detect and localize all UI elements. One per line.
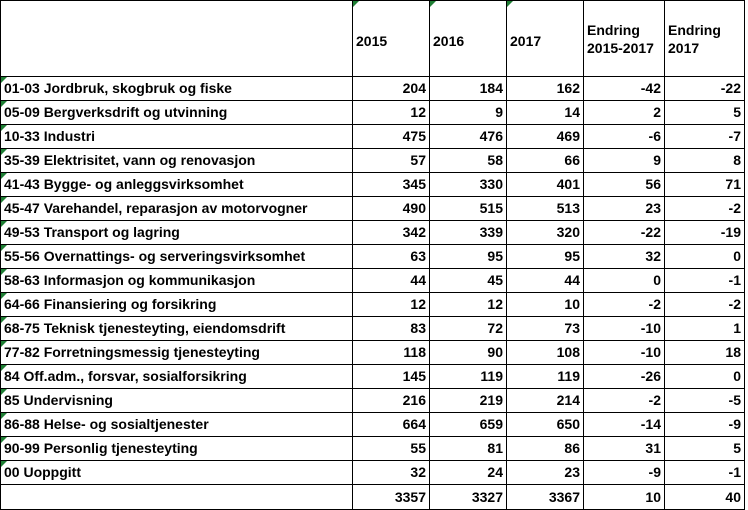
change-2017-cell[interactable]: 8 [665, 149, 745, 173]
value-2017-cell[interactable]: 23 [507, 461, 584, 485]
value-2017-cell[interactable]: 86 [507, 437, 584, 461]
industry-label-cell[interactable]: 58-63 Informasjon og kommunikasjon [1, 269, 353, 293]
change-2015-2017-cell[interactable]: -10 [584, 341, 665, 365]
value-2016-cell[interactable]: 9 [430, 101, 507, 125]
change-2015-2017-cell[interactable]: -10 [584, 317, 665, 341]
change-2017-cell[interactable]: -5 [665, 389, 745, 413]
table-row [1, 365, 745, 389]
value-2016-cell[interactable]: 72 [430, 317, 507, 341]
industry-label-cell[interactable]: 85 Undervisning [1, 389, 353, 413]
change-2015-2017-cell[interactable]: 2 [584, 101, 665, 125]
change-2017-cell[interactable]: 71 [665, 173, 745, 197]
change-2017-cell[interactable]: 5 [665, 101, 745, 125]
change-2015-2017-cell[interactable]: 31 [584, 437, 665, 461]
table-row [1, 317, 745, 341]
value-2016-cell[interactable]: 45 [430, 269, 507, 293]
change-2017-cell[interactable]: -2 [665, 197, 745, 221]
industry-label-cell[interactable]: 90-99 Personlig tjenesteyting [1, 437, 353, 461]
change-2015-2017-cell[interactable]: 23 [584, 197, 665, 221]
change-2017-cell[interactable]: -1 [665, 461, 745, 485]
table-row [1, 77, 745, 101]
value-2016-cell[interactable]: 339 [430, 221, 507, 245]
table-row [1, 197, 745, 221]
table-row [1, 341, 745, 365]
value-2015-cell[interactable]: 12 [353, 293, 430, 317]
header-change-2017[interactable]: Endring 2017 [665, 1, 745, 77]
value-2016-cell[interactable]: 515 [430, 197, 507, 221]
change-2015-2017-cell[interactable]: -14 [584, 413, 665, 437]
table-row [1, 221, 745, 245]
header-2017[interactable]: 2017 [507, 1, 584, 77]
change-2015-2017-cell[interactable]: -9 [584, 461, 665, 485]
value-2017-cell[interactable]: 66 [507, 149, 584, 173]
header-2015[interactable]: 2015 [353, 1, 430, 77]
value-2016-cell[interactable]: 659 [430, 413, 507, 437]
table-row [1, 437, 745, 461]
value-2016-cell[interactable]: 12 [430, 293, 507, 317]
change-2015-2017-cell[interactable]: 56 [584, 173, 665, 197]
value-2016-cell[interactable]: 184 [430, 77, 507, 101]
total-value-2017-cell[interactable]: 3367 [507, 485, 584, 510]
table-row [1, 389, 745, 413]
industry-label-cell[interactable]: 55-56 Overnattings- og serveringsvirksomhet [1, 245, 353, 269]
value-2015-cell[interactable]: 490 [353, 197, 430, 221]
value-2016-cell[interactable]: 90 [430, 341, 507, 365]
table-row [1, 125, 745, 149]
table-row [1, 293, 745, 317]
total-change-2015-2017-cell[interactable]: 10 [584, 485, 665, 510]
value-2017-cell[interactable]: 650 [507, 413, 584, 437]
value-2017-cell[interactable]: 73 [507, 317, 584, 341]
change-2017-cell[interactable]: -2 [665, 293, 745, 317]
industry-label-cell[interactable]: 45-47 Varehandel, reparasjon av motorvogner [1, 197, 353, 221]
value-2015-cell[interactable]: 12 [353, 101, 430, 125]
value-2015-cell[interactable]: 664 [353, 413, 430, 437]
value-2017-cell[interactable]: 10 [507, 293, 584, 317]
table-row [1, 413, 745, 437]
value-2015-cell[interactable]: 55 [353, 437, 430, 461]
change-2017-cell[interactable]: 18 [665, 341, 745, 365]
value-2017-cell[interactable]: 214 [507, 389, 584, 413]
value-2016-cell[interactable]: 24 [430, 461, 507, 485]
table-row [1, 173, 745, 197]
change-2017-cell[interactable]: -9 [665, 413, 745, 437]
value-2016-cell[interactable]: 330 [430, 173, 507, 197]
table-row [1, 101, 745, 125]
value-2016-cell[interactable]: 119 [430, 365, 507, 389]
industry-label-cell[interactable]: 01-03 Jordbruk, skogbruk og fiske [1, 77, 353, 101]
change-2017-cell[interactable]: -7 [665, 125, 745, 149]
industry-label-cell[interactable]: 00 Uoppgitt [1, 461, 353, 485]
value-2015-cell[interactable]: 44 [353, 269, 430, 293]
value-2015-cell[interactable]: 204 [353, 77, 430, 101]
value-2017-cell[interactable]: 14 [507, 101, 584, 125]
change-2017-cell[interactable]: 5 [665, 437, 745, 461]
value-2017-cell[interactable]: 95 [507, 245, 584, 269]
industry-label-cell[interactable]: 68-75 Teknisk tjenesteyting, eiendomsdrift [1, 317, 353, 341]
industry-label-cell[interactable]: 35-39 Elektrisitet, vann og renovasjon [1, 149, 353, 173]
value-2015-cell[interactable]: 145 [353, 365, 430, 389]
industry-label-cell[interactable]: 64-66 Finansiering og forsikring [1, 293, 353, 317]
value-2016-cell[interactable]: 219 [430, 389, 507, 413]
industry-label-cell[interactable]: 84 Off.adm., forsvar, sosialforsikring [1, 365, 353, 389]
change-2015-2017-cell[interactable]: 0 [584, 269, 665, 293]
header-2016[interactable]: 2016 [430, 1, 507, 77]
change-2015-2017-cell[interactable]: -22 [584, 221, 665, 245]
value-2016-cell[interactable]: 476 [430, 125, 507, 149]
change-2015-2017-cell[interactable]: -2 [584, 389, 665, 413]
industry-label-cell[interactable]: 77-82 Forretningsmessig tjenesteyting [1, 341, 353, 365]
industry-label-cell[interactable]: 10-33 Industri [1, 125, 353, 149]
value-2015-cell[interactable]: 118 [353, 341, 430, 365]
table-row [1, 269, 745, 293]
value-2015-cell[interactable]: 83 [353, 317, 430, 341]
table-row [1, 245, 745, 269]
value-2017-cell[interactable]: 119 [507, 365, 584, 389]
value-2015-cell[interactable]: 475 [353, 125, 430, 149]
header-change-2015-2017[interactable]: Endring 2015-2017 [584, 1, 665, 77]
value-2017-cell[interactable]: 162 [507, 77, 584, 101]
value-2015-cell[interactable]: 342 [353, 221, 430, 245]
change-2017-cell[interactable]: -19 [665, 221, 745, 245]
change-2017-cell[interactable]: 1 [665, 317, 745, 341]
value-2017-cell[interactable]: 320 [507, 221, 584, 245]
value-2015-cell[interactable]: 345 [353, 173, 430, 197]
change-2015-2017-cell[interactable]: -2 [584, 293, 665, 317]
value-2016-cell[interactable]: 95 [430, 245, 507, 269]
value-2017-cell[interactable]: 513 [507, 197, 584, 221]
change-2015-2017-cell[interactable]: -42 [584, 77, 665, 101]
value-2016-cell[interactable]: 81 [430, 437, 507, 461]
change-2017-cell[interactable]: -1 [665, 269, 745, 293]
header-row [1, 1, 745, 77]
table-row [1, 461, 745, 485]
change-2015-2017-cell[interactable]: 9 [584, 149, 665, 173]
value-2017-cell[interactable]: 44 [507, 269, 584, 293]
total-change-2017-cell[interactable]: 40 [665, 485, 745, 510]
change-2015-2017-cell[interactable]: 32 [584, 245, 665, 269]
value-2015-cell[interactable]: 32 [353, 461, 430, 485]
industry-label-cell[interactable]: 05-09 Bergverksdrift og utvinning [1, 101, 353, 125]
value-2016-cell[interactable]: 58 [430, 149, 507, 173]
value-2015-cell[interactable]: 216 [353, 389, 430, 413]
change-2017-cell[interactable]: 0 [665, 245, 745, 269]
table-row [1, 149, 745, 173]
change-2017-cell[interactable]: -22 [665, 77, 745, 101]
change-2015-2017-cell[interactable]: -26 [584, 365, 665, 389]
industry-label-cell[interactable]: 49-53 Transport og lagring [1, 221, 353, 245]
value-2015-cell[interactable]: 57 [353, 149, 430, 173]
change-2017-cell[interactable]: 0 [665, 365, 745, 389]
industry-label-cell[interactable]: 41-43 Bygge- og anleggsvirksomhet [1, 173, 353, 197]
value-2017-cell[interactable]: 108 [507, 341, 584, 365]
total-value-2015-cell[interactable]: 3357 [353, 485, 430, 510]
value-2017-cell[interactable]: 401 [507, 173, 584, 197]
change-2015-2017-cell[interactable]: -6 [584, 125, 665, 149]
value-2017-cell[interactable]: 469 [507, 125, 584, 149]
value-2015-cell[interactable]: 63 [353, 245, 430, 269]
industry-label-cell[interactable]: 86-88 Helse- og sosialtjenester [1, 413, 353, 437]
total-value-2016-cell[interactable]: 3327 [430, 485, 507, 510]
header-label-cell[interactable] [1, 1, 353, 77]
